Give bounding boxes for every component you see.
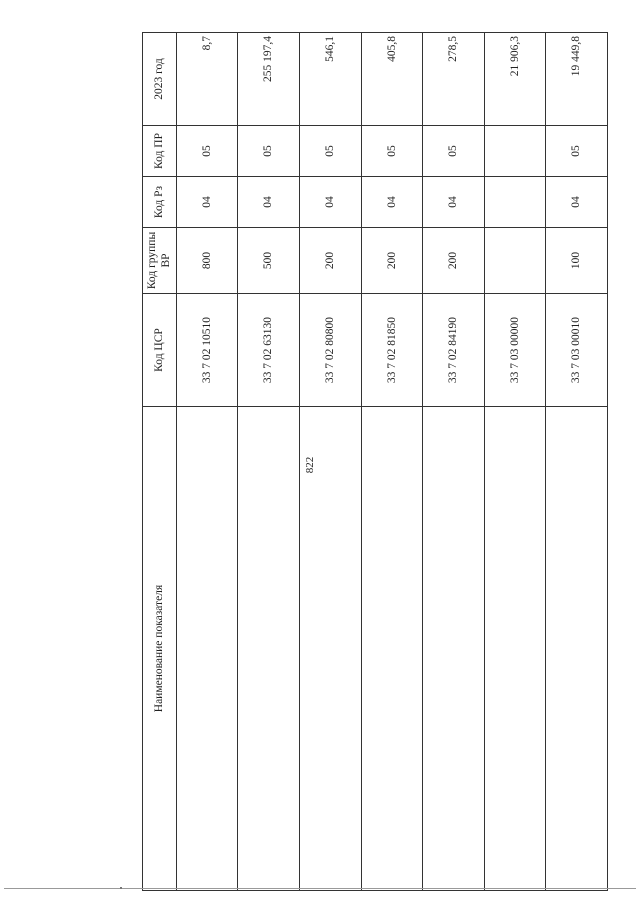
table-row <box>484 33 546 891</box>
header-csr: Код ЦСР <box>143 294 177 407</box>
row-pr <box>484 126 546 177</box>
row-csr: 33 7 02 80800 <box>299 294 361 407</box>
row-csr: 33 7 02 84190 <box>423 294 485 407</box>
row-name <box>299 407 361 891</box>
header-vr: Код группы ВР <box>143 228 177 294</box>
row-rz <box>484 177 546 228</box>
row-rz: 04 <box>299 177 361 228</box>
table-row <box>423 33 485 891</box>
row-amount: 278,5 <box>423 33 485 126</box>
row-pr: 05 <box>299 126 361 177</box>
row-csr: 33 7 02 63130 <box>238 294 300 407</box>
row-pr: 05 <box>546 126 608 177</box>
row-pr: 05 <box>423 126 485 177</box>
page-number: 822 <box>304 456 316 474</box>
row-csr: 33 7 02 10510 <box>176 294 238 407</box>
row-csr: 33 7 03 00010 <box>546 294 608 407</box>
row-amount: 546,1 <box>299 33 361 126</box>
table-row <box>176 33 238 891</box>
table-row <box>546 33 608 891</box>
row-rz: 04 <box>361 177 423 228</box>
row-pr: 05 <box>238 126 300 177</box>
row-name <box>423 407 485 891</box>
table-row <box>238 33 300 891</box>
row-name <box>176 407 238 891</box>
table-header-row <box>143 33 177 891</box>
row-rz: 04 <box>423 177 485 228</box>
row-rz: 04 <box>546 177 608 228</box>
budget-table <box>142 32 608 891</box>
row-vr <box>484 228 546 294</box>
row-name <box>238 407 300 891</box>
header-year: 2023 год <box>143 33 177 126</box>
row-name <box>546 407 608 891</box>
row-amount: 8,7 <box>176 33 238 126</box>
row-amount: 405,8 <box>361 33 423 126</box>
row-name <box>361 407 423 891</box>
row-name <box>484 407 546 891</box>
header-rz: Код Рз <box>143 177 177 228</box>
row-pr: 05 <box>176 126 238 177</box>
row-amount: 255 197,4 <box>238 33 300 126</box>
row-rz: 04 <box>176 177 238 228</box>
row-pr: 05 <box>361 126 423 177</box>
row-csr: 33 7 02 81850 <box>361 294 423 407</box>
row-vr: 200 <box>299 228 361 294</box>
row-csr: 33 7 03 00000 <box>484 294 546 407</box>
row-vr: 500 <box>238 228 300 294</box>
row-rz: 04 <box>238 177 300 228</box>
header-pr: Код ПР <box>143 126 177 177</box>
row-vr: 200 <box>423 228 485 294</box>
row-amount: 21 906,3 <box>484 33 546 126</box>
rotated-page-content <box>142 8 608 891</box>
page-bottom-rule <box>4 888 636 889</box>
header-name: Наименование показателя <box>143 407 177 891</box>
table-row <box>299 33 361 891</box>
row-vr: 200 <box>361 228 423 294</box>
scan-artifact <box>120 887 122 889</box>
table-row <box>361 33 423 891</box>
row-amount: 19 449,8 <box>546 33 608 126</box>
row-vr: 100 <box>546 228 608 294</box>
row-vr: 800 <box>176 228 238 294</box>
